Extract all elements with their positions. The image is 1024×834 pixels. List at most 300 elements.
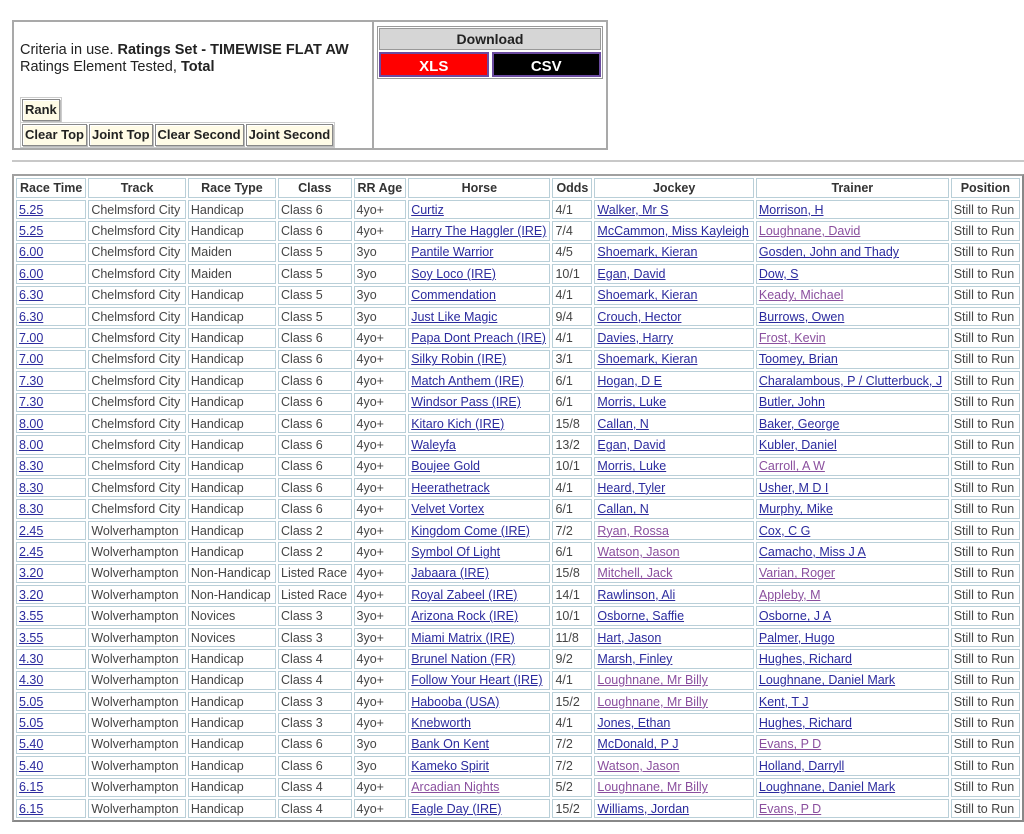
race-time-link[interactable]: 5.05 — [19, 716, 44, 731]
jockey-link[interactable]: Marsh, Finley — [597, 651, 673, 666]
jockey-link[interactable]: Morris, Luke — [597, 459, 667, 474]
class-cell: Class 6 — [278, 435, 351, 454]
position-cell: Still to Run — [951, 799, 1020, 818]
race-time-link[interactable]: 7.00 — [19, 352, 44, 367]
class-cell: Class 2 — [278, 521, 351, 540]
trainer-cell — [756, 435, 949, 454]
horse-link[interactable]: Jabaara (IRE) — [411, 566, 489, 581]
table-row — [16, 564, 1020, 583]
track-cell: Wolverhampton — [88, 671, 186, 690]
horse-cell — [408, 499, 550, 518]
jockey-link[interactable]: Walker, Mr S — [597, 202, 669, 217]
trainer-link[interactable]: Butler, John — [758, 395, 825, 410]
jockey-link[interactable]: Ryan, Rossa — [597, 523, 669, 538]
table-row — [16, 713, 1020, 732]
element-value: Total — [180, 59, 215, 75]
table-row — [16, 414, 1020, 433]
class-cell: Class 3 — [278, 606, 351, 625]
trainer-link[interactable]: Keady, Michael — [758, 288, 844, 303]
trainer-link[interactable]: Toomey, Brian — [758, 352, 838, 367]
trainer-cell — [756, 393, 949, 412]
trainer-link[interactable]: Loughnane, Daniel Mark — [758, 780, 896, 795]
race-time-cell — [16, 243, 86, 262]
position-cell: Still to Run — [951, 221, 1020, 240]
jockey-link[interactable]: Williams, Jordan — [597, 801, 690, 816]
race-time-link[interactable]: 6.30 — [19, 288, 44, 303]
horse-cell — [408, 756, 550, 775]
horse-link[interactable]: Royal Zabeel (IRE) — [411, 587, 518, 602]
table-row — [16, 350, 1020, 369]
jockey-cell — [594, 649, 753, 668]
race-time-link[interactable]: 5.25 — [19, 224, 44, 239]
race-time-link[interactable]: 2.45 — [19, 544, 44, 559]
rr-age-cell: 3yo+ — [354, 606, 407, 625]
trainer-link[interactable]: Dow, S — [758, 266, 799, 281]
jockey-cell — [594, 692, 753, 711]
horse-link[interactable]: Velvet Vortex — [411, 502, 485, 517]
race-time-link[interactable]: 3.55 — [19, 630, 44, 645]
jockey-link[interactable]: Watson, Jason — [597, 758, 680, 773]
race-time-link[interactable]: 3.55 — [19, 609, 44, 624]
race-type-cell: Handicap — [188, 521, 276, 540]
odds-cell: 4/1 — [552, 286, 592, 305]
trainer-link[interactable]: Charalambous, P / Clutterbuck, J — [758, 373, 943, 388]
odds-cell: 7/4 — [552, 221, 592, 240]
trainer-link[interactable]: Frost, Kevin — [758, 331, 826, 346]
class-cell: Class 6 — [278, 756, 351, 775]
criteria-cell — [14, 22, 374, 148]
jockey-cell — [594, 350, 753, 369]
trainer-link[interactable]: Holland, Darryll — [758, 758, 845, 773]
track-cell: Wolverhampton — [88, 542, 186, 561]
rr-age-cell: 3yo — [354, 756, 407, 775]
race-time-cell — [16, 778, 86, 797]
horse-cell — [408, 328, 550, 347]
race-time-link[interactable]: 8.00 — [19, 437, 44, 452]
trainer-cell — [756, 735, 949, 754]
position-cell: Still to Run — [951, 328, 1020, 347]
track-cell: Wolverhampton — [88, 713, 186, 732]
trainer-cell — [756, 542, 949, 561]
horse-cell — [408, 221, 550, 240]
rr-age-cell: 4yo+ — [354, 350, 407, 369]
jockey-link[interactable]: Jones, Ethan — [597, 716, 671, 731]
results-table — [12, 174, 1024, 822]
jockey-link[interactable]: Mitchell, Jack — [597, 566, 673, 581]
race-time-cell — [16, 756, 86, 775]
horse-cell — [408, 628, 550, 647]
horse-link[interactable]: Heerathetrack — [411, 480, 490, 495]
horse-cell — [408, 564, 550, 583]
track-cell: Wolverhampton — [88, 756, 186, 775]
position-cell: Still to Run — [951, 756, 1020, 775]
position-cell: Still to Run — [951, 478, 1020, 497]
table-row — [16, 778, 1020, 797]
position-cell: Still to Run — [951, 499, 1020, 518]
trainer-link[interactable]: Baker, George — [758, 416, 840, 431]
track-cell: Chelmsford City — [88, 286, 186, 305]
race-time-cell — [16, 542, 86, 561]
trainer-link[interactable]: Varian, Roger — [758, 566, 836, 581]
track-cell: Chelmsford City — [88, 328, 186, 347]
joint-second-button[interactable]: Joint Second — [246, 124, 334, 146]
race-time-link[interactable]: 6.00 — [19, 266, 44, 281]
jockey-cell — [594, 200, 753, 219]
horse-cell — [408, 735, 550, 754]
track-cell: Wolverhampton — [88, 735, 186, 754]
jockey-link[interactable]: Callan, N — [597, 416, 649, 431]
class-cell: Class 4 — [278, 778, 351, 797]
odds-cell: 4/1 — [552, 671, 592, 690]
horse-link[interactable]: Kingdom Come (IRE) — [411, 523, 530, 538]
jockey-link[interactable]: Loughnane, Mr Billy — [597, 694, 708, 709]
csv-download-button[interactable]: CSV — [492, 52, 602, 77]
horse-link[interactable]: Eagle Day (IRE) — [411, 801, 502, 816]
horse-link[interactable]: Bank On Kent — [411, 737, 490, 752]
track-cell: Wolverhampton — [88, 649, 186, 668]
jockey-cell — [594, 478, 753, 497]
class-cell: Class 4 — [278, 671, 351, 690]
trainer-link[interactable]: Morrison, H — [758, 202, 824, 217]
trainer-cell — [756, 286, 949, 305]
race-time-cell — [16, 307, 86, 326]
table-row — [16, 756, 1020, 775]
race-type-cell: Non-Handicap — [188, 564, 276, 583]
table-row — [16, 606, 1020, 625]
track-cell: Chelmsford City — [88, 307, 186, 326]
race-time-link[interactable]: 8.00 — [19, 416, 44, 431]
race-time-link[interactable]: 7.30 — [19, 373, 44, 388]
trainer-link[interactable]: Kubler, Daniel — [758, 437, 837, 452]
trainer-cell — [756, 457, 949, 476]
trainer-cell — [756, 778, 949, 797]
jockey-link[interactable]: Heard, Tyler — [597, 480, 666, 495]
jockey-cell — [594, 585, 753, 604]
trainer-cell — [756, 713, 949, 732]
horse-link[interactable]: Just Like Magic — [411, 309, 498, 324]
track-cell: Chelmsford City — [88, 264, 186, 283]
race-time-link[interactable]: 5.05 — [19, 694, 44, 709]
horse-link[interactable]: Arizona Rock (IRE) — [411, 609, 519, 624]
track-cell: Wolverhampton — [88, 585, 186, 604]
table-row — [16, 521, 1020, 540]
race-time-link[interactable]: 2.45 — [19, 523, 44, 538]
race-time-link[interactable]: 7.30 — [19, 395, 44, 410]
horse-link[interactable]: Symbol Of Light — [411, 544, 501, 559]
race-time-link[interactable]: 8.30 — [19, 459, 44, 474]
odds-cell: 4/1 — [552, 328, 592, 347]
horse-link[interactable]: Soy Loco (IRE) — [411, 266, 496, 281]
horse-link[interactable]: Habooba (USA) — [411, 694, 500, 709]
race-time-cell — [16, 799, 86, 818]
table-row — [16, 628, 1020, 647]
jockey-link[interactable]: Loughnane, Mr Billy — [597, 780, 708, 795]
rr-age-cell: 4yo+ — [354, 585, 407, 604]
race-time-link[interactable]: 4.30 — [19, 651, 44, 666]
trainer-cell — [756, 200, 949, 219]
trainer-link[interactable]: Burrows, Owen — [758, 309, 845, 324]
race-time-cell — [16, 328, 86, 347]
header-position: Position — [951, 178, 1020, 198]
jockey-link[interactable]: Egan, David — [597, 437, 666, 452]
odds-cell: 4/1 — [552, 478, 592, 497]
trainer-link[interactable]: Palmer, Hugo — [758, 630, 835, 645]
class-cell: Class 6 — [278, 371, 351, 390]
jockey-cell — [594, 499, 753, 518]
trainer-link[interactable]: Cox, C G — [758, 523, 811, 538]
header-race-type: Race Type — [188, 178, 276, 198]
horse-link[interactable]: Curtiz — [411, 202, 444, 217]
rr-age-cell: 4yo+ — [354, 778, 407, 797]
jockey-cell — [594, 735, 753, 754]
horse-link[interactable]: Kameko Spirit — [411, 758, 489, 773]
position-cell: Still to Run — [951, 521, 1020, 540]
race-time-cell — [16, 221, 86, 240]
trainer-link[interactable]: Evans, P D — [758, 801, 822, 816]
race-time-link[interactable]: 6.00 — [19, 245, 44, 260]
position-cell: Still to Run — [951, 393, 1020, 412]
jockey-link[interactable]: Crouch, Hector — [597, 309, 682, 324]
rr-age-cell: 3yo — [354, 243, 407, 262]
race-time-link[interactable]: 6.15 — [19, 801, 44, 816]
jockey-link[interactable]: Osborne, Saffie — [597, 609, 685, 624]
position-cell: Still to Run — [951, 713, 1020, 732]
jockey-link[interactable]: Shoemark, Kieran — [597, 288, 698, 303]
race-type-cell: Maiden — [188, 243, 276, 262]
odds-cell: 7/2 — [552, 756, 592, 775]
position-cell: Still to Run — [951, 307, 1020, 326]
odds-cell: 15/8 — [552, 564, 592, 583]
track-cell: Wolverhampton — [88, 521, 186, 540]
trainer-cell — [756, 606, 949, 625]
trainer-link[interactable]: Loughnane, Daniel Mark — [758, 673, 896, 688]
horse-cell — [408, 778, 550, 797]
horse-cell — [408, 692, 550, 711]
horse-cell — [408, 542, 550, 561]
odds-cell: 6/1 — [552, 499, 592, 518]
odds-cell: 13/2 — [552, 435, 592, 454]
position-cell: Still to Run — [951, 200, 1020, 219]
horse-link[interactable]: Arcadian Nights — [411, 780, 500, 795]
odds-cell: 9/4 — [552, 307, 592, 326]
jockey-link[interactable]: McCammon, Miss Kayleigh — [597, 224, 749, 239]
horse-link[interactable]: Match Anthem (IRE) — [411, 373, 524, 388]
race-time-link[interactable]: 8.30 — [19, 502, 44, 517]
race-time-link[interactable]: 7.00 — [19, 331, 44, 346]
race-time-link[interactable]: 5.40 — [19, 737, 44, 752]
class-cell: Class 6 — [278, 221, 351, 240]
rank-button[interactable]: Rank — [22, 99, 60, 121]
clear-second-button[interactable]: Clear Second — [155, 124, 244, 146]
class-cell: Class 3 — [278, 628, 351, 647]
header-class: Class — [278, 178, 351, 198]
rr-age-cell: 4yo+ — [354, 521, 407, 540]
jockey-link[interactable]: Davies, Harry — [597, 331, 674, 346]
table-row — [16, 435, 1020, 454]
trainer-link[interactable]: Appleby, M — [758, 587, 821, 602]
class-cell: Class 2 — [278, 542, 351, 561]
position-cell: Still to Run — [951, 585, 1020, 604]
race-time-cell — [16, 457, 86, 476]
ratings-set-value: Ratings Set - TIMEWISE FLAT AW — [117, 42, 349, 58]
race-time-link[interactable]: 4.30 — [19, 673, 44, 688]
jockey-link[interactable]: Hart, Jason — [597, 630, 662, 645]
horse-link[interactable]: Follow Your Heart (IRE) — [411, 673, 543, 688]
horse-cell — [408, 606, 550, 625]
race-time-cell — [16, 414, 86, 433]
table-row — [16, 307, 1020, 326]
horse-cell — [408, 414, 550, 433]
race-type-cell: Handicap — [188, 414, 276, 433]
trainer-link[interactable]: Hughes, Richard — [758, 651, 852, 666]
jockey-link[interactable]: Loughnane, Mr Billy — [597, 673, 708, 688]
jockey-cell — [594, 221, 753, 240]
horse-link[interactable]: Knebworth — [411, 716, 471, 731]
xls-download-button[interactable]: XLS — [379, 52, 489, 77]
track-cell: Chelmsford City — [88, 478, 186, 497]
horse-link[interactable]: Brunel Nation (FR) — [411, 651, 516, 666]
jockey-cell — [594, 307, 753, 326]
table-row — [16, 692, 1020, 711]
trainer-cell — [756, 585, 949, 604]
jockey-cell — [594, 628, 753, 647]
class-cell: Listed Race — [278, 564, 351, 583]
race-time-cell — [16, 264, 86, 283]
criteria-panel — [12, 20, 608, 150]
horse-link[interactable]: Pantile Warrior — [411, 245, 494, 260]
position-cell: Still to Run — [951, 350, 1020, 369]
race-time-cell — [16, 499, 86, 518]
horse-link[interactable]: Papa Dont Preach (IRE) — [411, 331, 546, 346]
header-trainer: Trainer — [756, 178, 949, 198]
jockey-cell — [594, 564, 753, 583]
trainer-cell — [756, 799, 949, 818]
odds-cell: 9/2 — [552, 649, 592, 668]
race-type-cell: Handicap — [188, 457, 276, 476]
rr-age-cell: 4yo+ — [354, 328, 407, 347]
race-type-cell: Handicap — [188, 735, 276, 754]
trainer-cell — [756, 350, 949, 369]
table-row — [16, 585, 1020, 604]
joint-top-button[interactable]: Joint Top — [89, 124, 153, 146]
rr-age-cell: 4yo+ — [354, 713, 407, 732]
jockey-link[interactable]: Rawlinson, Ali — [597, 587, 676, 602]
table-row — [16, 393, 1020, 412]
header-race-time: Race Time — [16, 178, 86, 198]
jockey-link[interactable]: Egan, David — [597, 266, 666, 281]
jockey-link[interactable]: Shoemark, Kieran — [597, 245, 698, 260]
table-row — [16, 457, 1020, 476]
horse-cell — [408, 200, 550, 219]
rr-age-cell: 4yo+ — [354, 564, 407, 583]
horse-link[interactable]: Silky Robin (IRE) — [411, 352, 507, 367]
race-time-link[interactable]: 5.25 — [19, 202, 44, 217]
clear-top-button[interactable]: Clear Top — [22, 124, 87, 146]
odds-cell: 14/1 — [552, 585, 592, 604]
class-cell: Class 6 — [278, 735, 351, 754]
odds-cell: 3/1 — [552, 350, 592, 369]
track-cell: Wolverhampton — [88, 799, 186, 818]
trainer-link[interactable]: Hughes, Richard — [758, 716, 852, 731]
race-type-cell: Handicap — [188, 671, 276, 690]
horse-link[interactable]: Waleyfa — [411, 437, 456, 452]
jockey-cell — [594, 264, 753, 283]
table-row — [16, 542, 1020, 561]
race-time-cell — [16, 671, 86, 690]
race-type-cell: Handicap — [188, 778, 276, 797]
rr-age-cell: 4yo+ — [354, 414, 407, 433]
jockey-cell — [594, 671, 753, 690]
jockey-cell — [594, 778, 753, 797]
position-cell: Still to Run — [951, 628, 1020, 647]
trainer-link[interactable]: Kent, T J — [758, 694, 809, 709]
trainer-link[interactable]: Evans, P D — [758, 737, 822, 752]
jockey-link[interactable]: Morris, Luke — [597, 395, 667, 410]
position-cell: Still to Run — [951, 692, 1020, 711]
position-cell: Still to Run — [951, 606, 1020, 625]
horse-link[interactable]: Windsor Pass (IRE) — [411, 395, 521, 410]
position-cell: Still to Run — [951, 414, 1020, 433]
jockey-link[interactable]: Shoemark, Kieran — [597, 352, 698, 367]
race-time-link[interactable]: 6.15 — [19, 780, 44, 795]
race-time-cell — [16, 713, 86, 732]
trainer-link[interactable]: Usher, M D I — [758, 480, 829, 495]
horse-cell — [408, 521, 550, 540]
race-time-cell — [16, 521, 86, 540]
odds-cell: 15/2 — [552, 692, 592, 711]
trainer-link[interactable]: Osborne, J A — [758, 609, 832, 624]
odds-cell: 4/1 — [552, 200, 592, 219]
position-cell: Still to Run — [951, 435, 1020, 454]
trainer-link[interactable]: Murphy, Mike — [758, 502, 833, 517]
download-panel — [374, 22, 606, 148]
horse-link[interactable]: Miami Matrix (IRE) — [411, 630, 515, 645]
race-time-cell — [16, 564, 86, 583]
jockey-link[interactable]: Watson, Jason — [597, 544, 680, 559]
position-filter-group — [20, 122, 335, 148]
trainer-link[interactable]: Carroll, A W — [758, 459, 825, 474]
race-time-link[interactable]: 5.40 — [19, 758, 44, 773]
horse-link[interactable]: Boujee Gold — [411, 459, 480, 474]
race-type-cell: Handicap — [188, 328, 276, 347]
trainer-link[interactable]: Camacho, Miss J A — [758, 544, 866, 559]
jockey-link[interactable]: McDonald, P J — [597, 737, 679, 752]
race-time-link[interactable]: 3.20 — [19, 566, 44, 581]
header-jockey: Jockey — [594, 178, 753, 198]
jockey-link[interactable]: Hogan, D E — [597, 373, 663, 388]
race-type-cell: Handicap — [188, 200, 276, 219]
class-cell: Class 4 — [278, 799, 351, 818]
position-cell: Still to Run — [951, 243, 1020, 262]
table-row — [16, 499, 1020, 518]
trainer-link[interactable]: Loughnane, David — [758, 224, 861, 239]
rank-group — [20, 97, 62, 123]
race-time-cell — [16, 649, 86, 668]
jockey-link[interactable]: Callan, N — [597, 502, 649, 517]
class-cell: Class 3 — [278, 692, 351, 711]
horse-link[interactable]: Harry The Haggler (IRE) — [411, 224, 547, 239]
position-cell: Still to Run — [951, 564, 1020, 583]
race-time-cell — [16, 350, 86, 369]
race-time-link[interactable]: 3.20 — [19, 587, 44, 602]
table-row — [16, 328, 1020, 347]
horse-link[interactable]: Kitaro Kich (IRE) — [411, 416, 505, 431]
race-time-link[interactable]: 8.30 — [19, 480, 44, 495]
horse-link[interactable]: Commendation — [411, 288, 496, 303]
trainer-link[interactable]: Gosden, John and Thady — [758, 245, 900, 260]
trainer-cell — [756, 328, 949, 347]
race-time-link[interactable]: 6.30 — [19, 309, 44, 324]
